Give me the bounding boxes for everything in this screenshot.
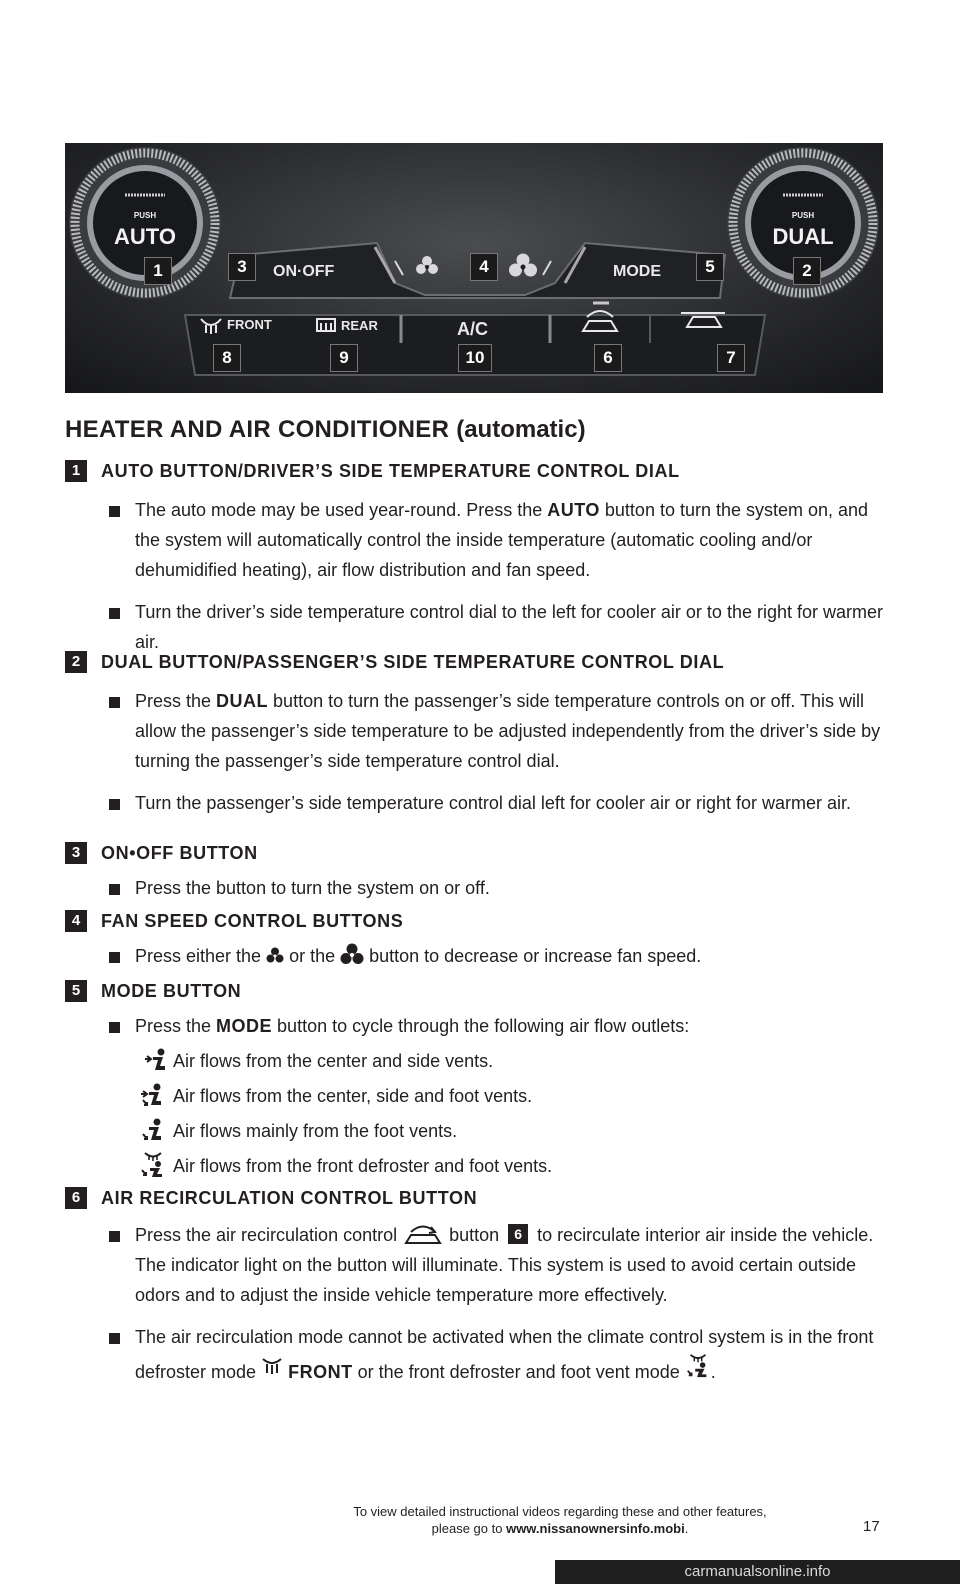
- mode-description: Air flows mainly from the foot vents.: [173, 1121, 458, 1141]
- page-title-sub: (automatic): [456, 416, 586, 443]
- section-mode-button: [65, 979, 895, 1180]
- section-number-badge: 4: [65, 910, 87, 932]
- left-dial-auto-text: AUTO: [114, 224, 176, 249]
- bilevel-mode-icon: [139, 1083, 167, 1109]
- keyword-mode: MODE: [216, 1016, 273, 1036]
- mode-vent-row: [65, 1047, 895, 1075]
- footer-line-1: To view detailed instructional videos regarding these and other features,: [353, 1504, 767, 1519]
- section-number-badge: 5: [65, 980, 87, 1002]
- callout-4: 4: [470, 253, 498, 281]
- footer-text: please go to: [431, 1521, 507, 1536]
- bullet-text: or the front defroster and foot vent mode: [352, 1362, 685, 1382]
- recirculation-icon: [402, 1223, 444, 1245]
- callout-1: 1: [144, 257, 172, 285]
- section-number-badge: 2: [65, 651, 87, 673]
- watermark-banner: carmanualsonline.info: [555, 1560, 960, 1584]
- ac-button-label: A/C: [457, 319, 488, 339]
- page-footer: [300, 1503, 820, 1537]
- on-off-button-label: ON·OFF: [273, 263, 335, 280]
- callout-5: 5: [696, 253, 724, 281]
- fan-high-icon: [340, 943, 364, 967]
- section-heading-text: DUAL BUTTON/PASSENGER’S SIDE TEMPERATURE CONTROL DIAL: [101, 651, 725, 672]
- callout-3: 3: [228, 253, 256, 281]
- mode-description: Air flows from the center and side vents.: [173, 1051, 494, 1071]
- mode-defrost-foot-row: [65, 1152, 895, 1180]
- foot-mode-icon: [139, 1118, 167, 1144]
- front-defrost-icon: [261, 1356, 283, 1376]
- bullet-text: Press the button to turn the system on or off.: [135, 878, 490, 898]
- section-heading-text: FAN SPEED CONTROL BUTTONS: [101, 910, 404, 931]
- bullet-item: [65, 788, 895, 818]
- footer-line-2: [300, 1520, 820, 1537]
- section-heading: [65, 459, 895, 483]
- callout-9: 9: [330, 344, 358, 372]
- bullet-text: or the: [284, 946, 341, 966]
- callout-2: 2: [793, 257, 821, 285]
- inline-number-badge: 6: [508, 1224, 528, 1244]
- bullet-text: Press the: [135, 691, 217, 711]
- mode-bilevel-row: [65, 1082, 895, 1110]
- mode-description: Air flows from the front defroster and foot vents.: [173, 1156, 553, 1176]
- section-heading: [65, 979, 895, 1003]
- mode-foot-row: [65, 1117, 895, 1145]
- left-dial-push-text: PUSH: [133, 211, 157, 220]
- mode-button-label: MODE: [613, 263, 661, 280]
- bullet-text: The auto mode may be used year-round. Press the: [135, 500, 548, 520]
- right-dial-dual-text: DUAL: [772, 224, 834, 249]
- callout-6: 6: [594, 344, 622, 372]
- fan-large-icon: [509, 254, 537, 277]
- section-fan-speed: [65, 909, 895, 971]
- section-heading: [65, 841, 895, 865]
- vent-mode-icon: [143, 1048, 171, 1074]
- callout-10: 10: [458, 344, 492, 372]
- bullet-text: to recirculate interior air inside the vehicle. The indicator light on the button will illuminate. This system is used to avoid certain outside odors and to adjust the inside vehicle temperature more effectively.: [135, 1225, 874, 1305]
- section-heading: [65, 909, 895, 933]
- bullet-item: [65, 495, 895, 585]
- fan-low-icon: [266, 947, 284, 965]
- section-heading: [65, 1186, 895, 1210]
- rear-defrost-label: REAR: [341, 318, 378, 333]
- bullet-item: [65, 941, 895, 971]
- bullet-text: button to turn the passenger’s side temperature controls on or off. This will allow the passenger’s side temperature to be adjusted independently from the driver’s side by turning the passenger’s side temperature control dial.: [135, 691, 881, 771]
- callout-7: 7: [717, 344, 745, 372]
- bullet-item: [65, 1011, 895, 1041]
- right-dial-push-text: PUSH: [791, 211, 815, 220]
- front-defrost-label: FRONT: [227, 317, 272, 332]
- defrost-foot-mode-icon: [139, 1151, 167, 1179]
- section-heading-text: AUTO BUTTON/DRIVER’S SIDE TEMPERATURE CONTROL DIAL: [101, 460, 680, 481]
- section-number-badge: 6: [65, 1187, 87, 1209]
- footer-text: .: [684, 1521, 689, 1536]
- keyword-front: FRONT: [288, 1362, 353, 1382]
- bullet-text: button: [444, 1225, 505, 1245]
- bullet-text: Press the air recirculation control: [135, 1225, 403, 1245]
- bullet-text: Press the: [135, 1016, 217, 1036]
- bullet-text: Turn the passenger’s side temperature control dial left for cooler air or right for warmer air.: [135, 793, 851, 813]
- bullet-item: [65, 686, 895, 776]
- fan-small-icon: [416, 256, 438, 274]
- section-dual-button: [65, 650, 895, 818]
- section-heading-text: ON•OFF BUTTON: [101, 842, 258, 863]
- page-title-main: HEATER AND AIR CONDITIONER: [65, 416, 450, 443]
- bullet-text: button to turn the system on, and the system will automatically control the inside temperature (automatic cooling and/or dehumidified heating), air flow distribution and fan speed.: [135, 500, 869, 580]
- bullet-item: [65, 597, 895, 657]
- section-number-badge: 1: [65, 460, 87, 482]
- bullet-text: Press either the: [135, 946, 267, 966]
- section-air-recirculation: [65, 1186, 895, 1387]
- keyword-auto: AUTO: [547, 500, 600, 520]
- bullet-item: [65, 873, 895, 903]
- section-number-badge: 3: [65, 842, 87, 864]
- bullet-text: button to decrease or increase fan speed.: [364, 946, 702, 966]
- section-heading-text: AIR RECIRCULATION CONTROL BUTTON: [101, 1187, 478, 1208]
- bullet-text: .: [710, 1362, 716, 1382]
- section-on-off-button: [65, 841, 895, 903]
- callout-8: 8: [213, 344, 241, 372]
- mode-description: Air flows from the center, side and foot vents.: [173, 1086, 533, 1106]
- section-heading: [65, 650, 895, 674]
- bullet-text: button to cycle through the following air flow outlets:: [272, 1016, 690, 1036]
- footer-url-link[interactable]: www.nissanownersinfo.mobi: [506, 1521, 685, 1536]
- bullet-item: [65, 1220, 895, 1310]
- keyword-dual: DUAL: [216, 691, 269, 711]
- section-auto-button: [65, 459, 895, 657]
- section-heading-text: MODE BUTTON: [101, 980, 242, 1001]
- page-number: 17: [863, 1518, 880, 1535]
- bullet-item: [65, 1322, 895, 1387]
- bullet-text: The air recirculation mode cannot be activated when the climate control system is in the front defroster mode: [135, 1327, 874, 1382]
- page-title: [65, 416, 586, 444]
- climate-control-panel-photo: [65, 143, 883, 393]
- defrost-foot-mode-icon: [685, 1352, 711, 1380]
- bullet-text: Turn the driver’s side temperature control dial to the left for cooler air or to the right for warmer air.: [135, 602, 883, 652]
